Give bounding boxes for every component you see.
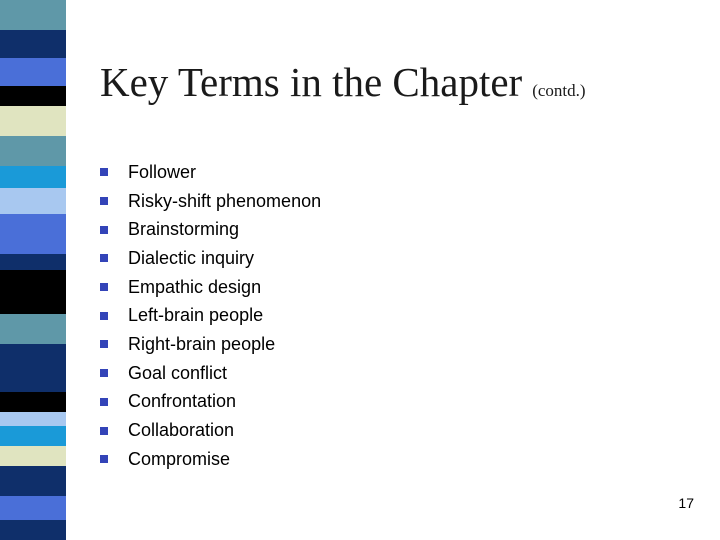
term-text: Confrontation <box>128 391 237 412</box>
bullet-icon <box>100 168 108 176</box>
list-item <box>100 187 321 216</box>
bullet-icon <box>100 312 108 320</box>
term-text: Left-brain people <box>128 305 264 326</box>
decorative-stripe <box>0 0 66 540</box>
list-item <box>100 445 321 474</box>
bullet-icon <box>100 226 108 234</box>
term-text: Compromise <box>128 448 231 469</box>
term-text: Brainstorming <box>128 219 240 240</box>
bullet-icon <box>100 369 108 377</box>
list-item <box>100 215 321 244</box>
term-text: Collaboration <box>128 420 235 441</box>
term-text: Follower <box>128 161 197 182</box>
list-item <box>100 330 321 359</box>
bullet-icon <box>100 455 108 463</box>
bullet-icon <box>100 197 108 205</box>
list-item <box>100 301 321 330</box>
term-text: Risky-shift phenomenon <box>128 190 322 211</box>
term-text: Goal conflict <box>128 362 228 383</box>
bullet-icon <box>100 254 108 262</box>
bullet-icon <box>100 427 108 435</box>
bullet-icon <box>100 283 108 291</box>
list-item <box>100 158 321 187</box>
bullet-icon <box>100 398 108 406</box>
page-number: 17 <box>678 495 694 511</box>
list-item <box>100 273 321 302</box>
list-item <box>100 244 321 273</box>
slide-title <box>100 58 586 106</box>
term-text: Empathic design <box>128 276 262 297</box>
list-item <box>100 416 321 445</box>
list-item <box>100 388 321 417</box>
term-text: Right-brain people <box>128 333 276 354</box>
bullet-icon <box>100 340 108 348</box>
term-text: Dialectic inquiry <box>128 247 255 268</box>
title-suffix: (contd.) <box>532 81 586 100</box>
title-text: Key Terms in the Chapter <box>100 59 523 105</box>
list-item <box>100 359 321 388</box>
terms-list <box>100 158 321 474</box>
